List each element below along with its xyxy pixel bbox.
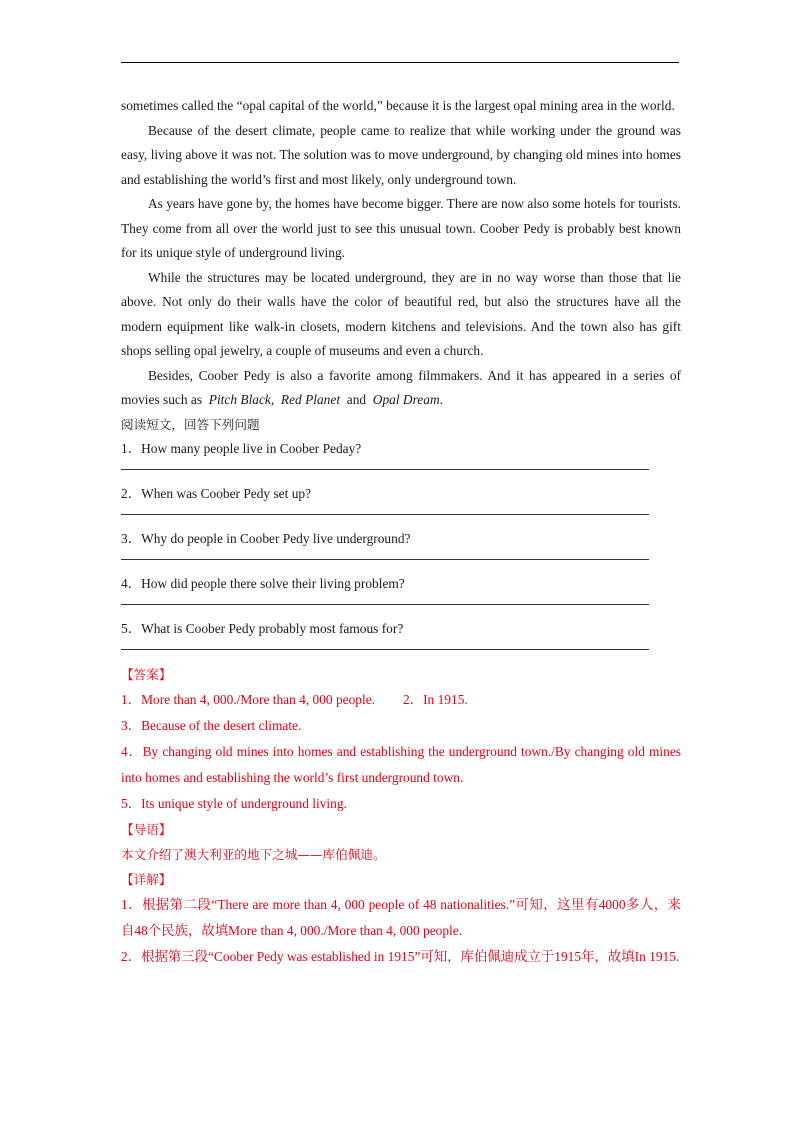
question-5: 5．What is Coober Pedy probably most famous for? [121,621,404,636]
question-1: 1．How many people live in Coober Peday? [121,441,362,456]
answer-2: 2．In 1915. [403,692,468,707]
question-2: 2．When was Coober Pedy set up? [121,486,312,501]
question-4: 4．How did people there solve their living problem? [121,576,405,591]
instruction-text: 阅读短文，回答下列问题 [121,416,260,432]
question-list [121,437,681,650]
header-rule [121,62,679,63]
guide-section [121,817,681,867]
passage-paragraph-1: sometimes called the “opal capital of the world,” because it is the largest opal mining area in the world. [121,98,675,113]
answer-line-3[interactable] [121,559,649,560]
guide-text: 本文介绍了澳大利亚的地下之城——库伯佩迪。 [121,847,386,862]
answer-line-5[interactable] [121,649,649,650]
movie-red-planet: Red Planet [280,392,341,407]
answer-3: 3．Because of the desert climate. [121,718,302,733]
and-word: and [346,392,367,407]
question-3: 3．Why do people in Coober Pedy live underground? [121,531,411,546]
answer-4: 4．By changing old mines into homes and establishing the underground town./By changing old mines into homes and establishing the world’s first underground town. [121,744,681,785]
document-body [121,94,681,970]
answer-line-4[interactable] [121,604,649,605]
detail-2: 2．根据第三段“Coober Pedy was established in 1915”可知，库伯佩迪成立于1915年，故填In 1915. [121,949,680,964]
movie-pitch-black: Pitch Black [208,392,271,407]
answer-line-1[interactable] [121,469,649,470]
passage-paragraph-4: While the structures may be located underground, they are in no way worse than those that lie above. Not only do their walls have the color of beautiful red, but also the structures have all the modern equipment like walk-in closets, modern kitchens and televisions. And the town also has gift shops selling opal jewelry, a couple of museums and even a church. [121,269,681,358]
movie-opal-dream: Opal Dream [372,392,440,407]
answer-1-2 [121,687,681,713]
p5-period: . [439,392,443,407]
answer-section [121,662,681,817]
answer-5: 5．Its unique style of underground living. [121,796,347,811]
answer-1: 1．More than 4, 000./More than 4, 000 people. [121,692,376,707]
answer-line-2[interactable] [121,514,649,515]
guide-tag: 【导语】 [121,822,172,837]
detail-section [121,867,681,970]
passage-paragraph-3: As years have gone by, the homes have become bigger. There are now also some hotels for tourists. They come from all over the world just to see this unusual town. Coober Pedy is probably best known for its unique style of underground living. [121,196,681,260]
passage-paragraph-2: Because of the desert climate, people came to realize that while working under the ground was easy, living above it was not. The solution was to move underground, by changing old mines into homes and establishing the world’s first and most likely, only underground town. [121,122,681,187]
detail-tag: 【详解】 [121,872,172,887]
detail-1: 1．根据第二段“There are more than 4, 000 people of 48 nationalities.”可知，这里有4000多人，来自48个民族，故填More than 4, 000./More than 4, 000 people. [121,897,681,938]
p5-text: Besides, Coober Pedy is also a favorite among filmmakers. And it has appeared in a series of movies such as [121,367,681,407]
passage-paragraph-5: Besides, Coober Pedy is also a favorite among filmmakers. And it has appeared in a series of movies such as Pitch Black, Red Planet and Opal Dream. [121,367,681,407]
answer-tag: 【答案】 [121,667,172,682]
